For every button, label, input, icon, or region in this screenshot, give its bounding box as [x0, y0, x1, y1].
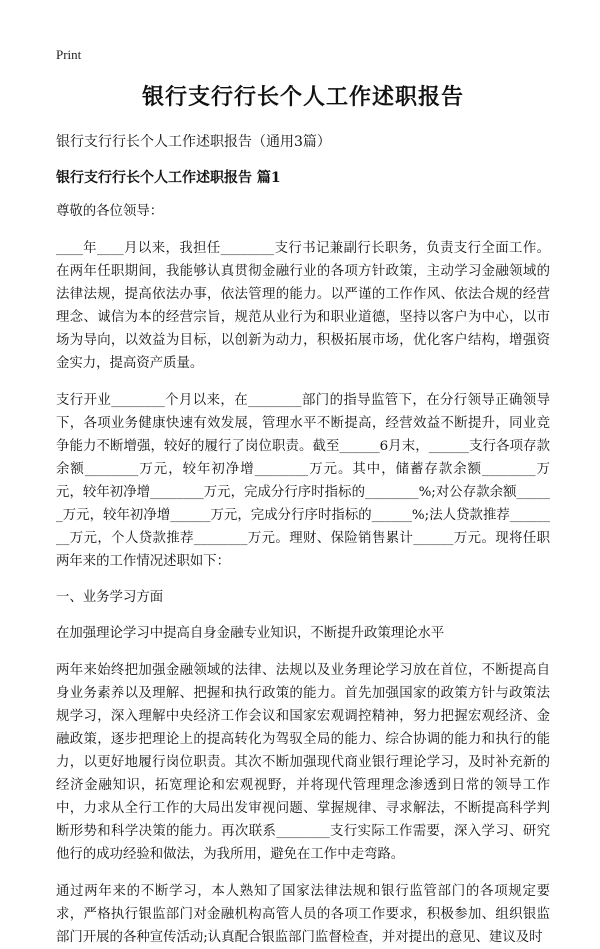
paragraph-study-results: 通过两年来的不断学习，本人熟知了国家法律法规和银行监管部门的各项规定要求，严格执行银监部门对金融机构高管人员的各项工作要求，积极参加、组织银监部门开展的各种宣传活动;认真配合银监部门监督检查，并对提出的意见、建议及时: [56, 884, 550, 945]
paragraph-study-details: 两年来始终把加强金融领域的法律、法规以及业务理论学习放在首位，不断提高自身业务素养以及理解、把握和执行政策的能力。首先加强国家的政策方针与政策法规学习，深入理解中央经济工作会议和国家宏观调控精神，努力把握宏观经济、金融政策，逐步把理论上的提高转化为驾驭全局的能力、综合协调的能力和执行的能力，以更好地履行岗位职责。其次不断加强现代商业银行理论学习，及时补充新的经济金融知识，拓宽理论和宏观视野，并将现代管理理念渗透到日常的领导工作中，力求从全行工作的大局出发审视问题、掌握规律、寻求解法，不断提高科学判断形势和科学决策的能力。再次联系________支行实际工作需要，深入学习、研究他行的成功经验和做法，为我所用，避免在工作中走弯路。: [56, 663, 550, 862]
print-link[interactable]: Print: [56, 47, 82, 62]
paragraph-intro: ____年____月以来，我担任________支行书记兼副行长职务，负责支行全面工作。在两年任职期间，我能够认真贯彻金融行业的各项方针政策，主动学习金融领域的法律法规，提高依法办事，依法管理的能力。以严谨的工作作风、依法合规的经营理念、诚信为本的经营宗旨，规范从业行为和职业道德，坚持以客户为中心，以市场为导向，以效益为目标，以创新为动力，积极拓展市场，优化客户结构，增强资金实力，提高资产质量。: [56, 241, 550, 371]
subheading-theory-study: 在加强理论学习中提高自身金融专业知识，不断提升政策理论水平: [56, 626, 445, 641]
section-heading: 银行支行行长个人工作述职报告 篇1: [56, 170, 281, 186]
page-title: 银行支行行长个人工作述职报告: [141, 84, 464, 110]
greeting: 尊敬的各位领导：: [56, 204, 164, 219]
paragraph-performance: 支行开业________个月以来，在________部门的指导监管下，在分行领导正确领导下，各项业务健康快速有效发展，管理水平不断提高，经营效益不断提升，同业竞争能力不断增强，较好的履行了岗位职责。截至______6月末，______支行各项存款余额________万元，较年初净增________万元。其中，储蓄存款余额________万元，较年初净增________万元，完成分行序时指标的________%;对公存款余额______万元，较年初净增______万元，完成分行序时指标的______%;法人贷款推荐________万元，个人贷款推荐________万元。理财、保险销售累计______万元。现将任职两年来的工作情况述职如下：: [56, 393, 550, 569]
document-subtitle: 银行支行行长个人工作述职报告（通用3篇）: [56, 134, 331, 150]
heading-business-study: 一、业务学习方面: [56, 590, 164, 605]
